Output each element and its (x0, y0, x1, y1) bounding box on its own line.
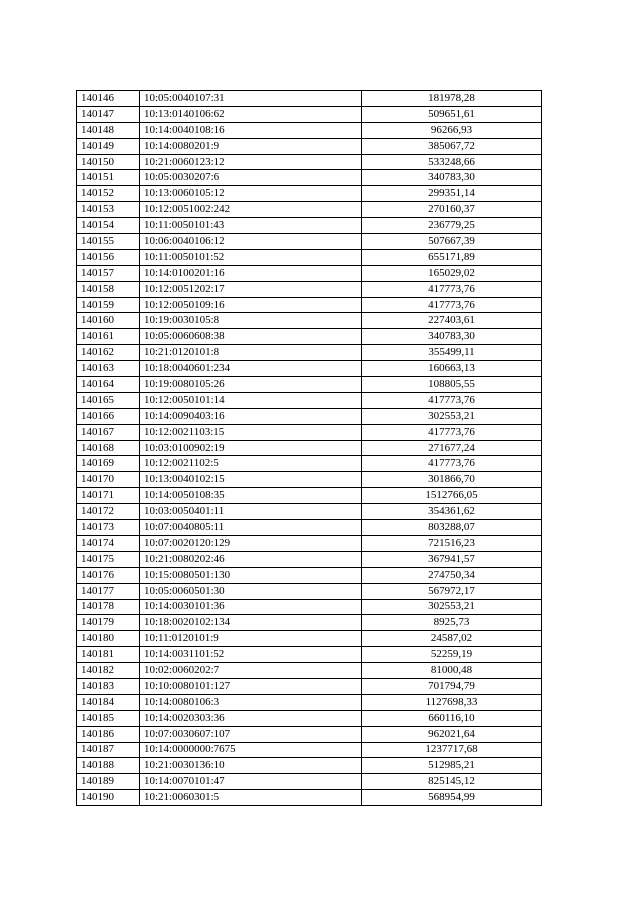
table-row (77, 774, 542, 790)
table-row (77, 186, 542, 202)
row-number-cell: 140174 (77, 535, 140, 551)
table-row (77, 297, 542, 313)
value-cell: 236779,25 (362, 218, 542, 234)
row-number-cell: 140184 (77, 694, 140, 710)
value-cell: 509651,61 (362, 106, 542, 122)
row-number-cell: 140168 (77, 440, 140, 456)
cadastral-number-cell: 10:05:0040107:31 (140, 91, 362, 107)
table-row (77, 249, 542, 265)
value-cell: 52259,19 (362, 647, 542, 663)
table-row (77, 726, 542, 742)
row-number-cell: 140167 (77, 424, 140, 440)
cadastral-number-cell: 10:14:0031101:52 (140, 647, 362, 663)
table-row (77, 742, 542, 758)
value-cell: 803288,07 (362, 520, 542, 536)
value-cell: 340783,30 (362, 170, 542, 186)
cadastral-number-cell: 10:06:0040106:12 (140, 234, 362, 250)
table-row (77, 488, 542, 504)
value-cell: 568954,99 (362, 790, 542, 806)
table-row (77, 694, 542, 710)
value-cell: 417773,76 (362, 424, 542, 440)
value-cell: 417773,76 (362, 456, 542, 472)
table-row (77, 440, 542, 456)
cadastral-number-cell: 10:05:0060501:30 (140, 583, 362, 599)
table-row (77, 361, 542, 377)
cadastral-number-cell: 10:10:0080101:127 (140, 678, 362, 694)
cadastral-number-cell: 10:18:0040601:234 (140, 361, 362, 377)
table-body (77, 91, 542, 806)
value-cell: 299351,14 (362, 186, 542, 202)
cadastral-number-cell: 10:14:0080201:9 (140, 138, 362, 154)
value-cell: 533248,66 (362, 154, 542, 170)
row-number-cell: 140172 (77, 504, 140, 520)
value-cell: 354361,62 (362, 504, 542, 520)
value-cell: 81000,48 (362, 663, 542, 679)
cadastral-number-cell: 10:19:0030105:8 (140, 313, 362, 329)
value-cell: 385067,72 (362, 138, 542, 154)
table-row (77, 647, 542, 663)
value-cell: 1512766,05 (362, 488, 542, 504)
row-number-cell: 140164 (77, 377, 140, 393)
table-row (77, 329, 542, 345)
cadastral-number-cell: 10:11:0120101:9 (140, 631, 362, 647)
cadastral-number-cell: 10:13:0040102:15 (140, 472, 362, 488)
value-cell: 507667,39 (362, 234, 542, 250)
value-cell: 1127698,33 (362, 694, 542, 710)
table-row (77, 663, 542, 679)
cadastral-number-cell: 10:14:0050108:35 (140, 488, 362, 504)
table-row (77, 218, 542, 234)
table-row (77, 138, 542, 154)
cadastral-number-cell: 10:12:0050109:16 (140, 297, 362, 313)
table-row (77, 583, 542, 599)
row-number-cell: 140181 (77, 647, 140, 663)
table-row (77, 202, 542, 218)
table-row (77, 472, 542, 488)
row-number-cell: 140176 (77, 567, 140, 583)
row-number-cell: 140188 (77, 758, 140, 774)
cadastral-number-cell: 10:19:0080105:26 (140, 377, 362, 393)
value-cell: 96266,93 (362, 122, 542, 138)
cadastral-number-cell: 10:15:0080501:130 (140, 567, 362, 583)
row-number-cell: 140147 (77, 106, 140, 122)
cadastral-number-cell: 10:11:0050101:52 (140, 249, 362, 265)
value-cell: 721516,23 (362, 535, 542, 551)
value-cell: 567972,17 (362, 583, 542, 599)
row-number-cell: 140158 (77, 281, 140, 297)
value-cell: 825145,12 (362, 774, 542, 790)
value-cell: 227403,61 (362, 313, 542, 329)
cadastral-number-cell: 10:07:0030607:107 (140, 726, 362, 742)
cadastral-number-cell: 10:14:0000000:7675 (140, 742, 362, 758)
value-cell: 340783,30 (362, 329, 542, 345)
table-row (77, 520, 542, 536)
row-number-cell: 140185 (77, 710, 140, 726)
value-cell: 160663,13 (362, 361, 542, 377)
row-number-cell: 140175 (77, 551, 140, 567)
cadastral-number-cell: 10:21:0030136:10 (140, 758, 362, 774)
row-number-cell: 140179 (77, 615, 140, 631)
value-cell: 302553,21 (362, 408, 542, 424)
table-row (77, 504, 542, 520)
row-number-cell: 140146 (77, 91, 140, 107)
cadastral-number-cell: 10:14:0080106:3 (140, 694, 362, 710)
value-cell: 417773,76 (362, 281, 542, 297)
table-row (77, 615, 542, 631)
value-cell: 108805,55 (362, 377, 542, 393)
cadastral-number-cell: 10:21:0060123:12 (140, 154, 362, 170)
row-number-cell: 140186 (77, 726, 140, 742)
table-row (77, 170, 542, 186)
row-number-cell: 140180 (77, 631, 140, 647)
value-cell: 274750,34 (362, 567, 542, 583)
row-number-cell: 140148 (77, 122, 140, 138)
row-number-cell: 140155 (77, 234, 140, 250)
cadastral-number-cell: 10:14:0020303:36 (140, 710, 362, 726)
table-row (77, 345, 542, 361)
row-number-cell: 140157 (77, 265, 140, 281)
cadastral-number-cell: 10:07:0040805:11 (140, 520, 362, 536)
table-row (77, 758, 542, 774)
row-number-cell: 140150 (77, 154, 140, 170)
row-number-cell: 140160 (77, 313, 140, 329)
cadastral-number-cell: 10:21:0060301:5 (140, 790, 362, 806)
row-number-cell: 140166 (77, 408, 140, 424)
table-row (77, 424, 542, 440)
cadastral-number-cell: 10:03:0100902:19 (140, 440, 362, 456)
table-row (77, 281, 542, 297)
table-row (77, 678, 542, 694)
value-cell: 417773,76 (362, 297, 542, 313)
value-cell: 8925,73 (362, 615, 542, 631)
value-cell: 301866,70 (362, 472, 542, 488)
cadastral-number-cell: 10:05:0030207:6 (140, 170, 362, 186)
table-row (77, 710, 542, 726)
row-number-cell: 140182 (77, 663, 140, 679)
cadastral-number-cell: 10:14:0040108:16 (140, 122, 362, 138)
cadastral-number-cell: 10:13:0060105:12 (140, 186, 362, 202)
value-cell: 1237717,68 (362, 742, 542, 758)
row-number-cell: 140161 (77, 329, 140, 345)
table-row (77, 790, 542, 806)
table-row (77, 535, 542, 551)
cadastral-number-cell: 10:12:0051202:17 (140, 281, 362, 297)
value-cell: 417773,76 (362, 392, 542, 408)
row-number-cell: 140177 (77, 583, 140, 599)
value-cell: 181978,28 (362, 91, 542, 107)
value-cell: 512985,21 (362, 758, 542, 774)
cadastral-number-cell: 10:21:0080202:46 (140, 551, 362, 567)
table-row (77, 551, 542, 567)
value-cell: 24587,02 (362, 631, 542, 647)
value-cell: 655171,89 (362, 249, 542, 265)
cadastral-number-cell: 10:07:0020120:129 (140, 535, 362, 551)
table-row (77, 456, 542, 472)
cadastral-number-cell: 10:13:0140106:62 (140, 106, 362, 122)
cadastral-number-cell: 10:02:0060202:7 (140, 663, 362, 679)
table-row (77, 392, 542, 408)
cadastral-number-cell: 10:14:0090403:16 (140, 408, 362, 424)
cadastral-number-cell: 10:14:0070101:47 (140, 774, 362, 790)
table-row (77, 106, 542, 122)
cadastral-number-cell: 10:14:0100201:16 (140, 265, 362, 281)
value-cell: 367941,57 (362, 551, 542, 567)
value-cell: 701794,79 (362, 678, 542, 694)
cadastral-number-cell: 10:12:0021103:15 (140, 424, 362, 440)
row-number-cell: 140152 (77, 186, 140, 202)
table-row (77, 154, 542, 170)
row-number-cell: 140151 (77, 170, 140, 186)
row-number-cell: 140169 (77, 456, 140, 472)
row-number-cell: 140159 (77, 297, 140, 313)
table-row (77, 377, 542, 393)
row-number-cell: 140149 (77, 138, 140, 154)
value-cell: 165029,02 (362, 265, 542, 281)
row-number-cell: 140162 (77, 345, 140, 361)
cadastral-number-cell: 10:14:0030101:36 (140, 599, 362, 615)
cadastral-number-cell: 10:03:0050401:11 (140, 504, 362, 520)
row-number-cell: 140165 (77, 392, 140, 408)
row-number-cell: 140156 (77, 249, 140, 265)
table-row (77, 599, 542, 615)
cadastral-value-table (76, 90, 542, 806)
row-number-cell: 140187 (77, 742, 140, 758)
value-cell: 271677,24 (362, 440, 542, 456)
row-number-cell: 140183 (77, 678, 140, 694)
value-cell: 962021,64 (362, 726, 542, 742)
table-row (77, 234, 542, 250)
value-cell: 355499,11 (362, 345, 542, 361)
row-number-cell: 140154 (77, 218, 140, 234)
row-number-cell: 140173 (77, 520, 140, 536)
cadastral-number-cell: 10:11:0050101:43 (140, 218, 362, 234)
row-number-cell: 140189 (77, 774, 140, 790)
row-number-cell: 140153 (77, 202, 140, 218)
table-row (77, 567, 542, 583)
cadastral-number-cell: 10:18:0020102:134 (140, 615, 362, 631)
cadastral-number-cell: 10:12:0051002:242 (140, 202, 362, 218)
value-cell: 302553,21 (362, 599, 542, 615)
table-row (77, 122, 542, 138)
cadastral-number-cell: 10:12:0050101:14 (140, 392, 362, 408)
cadastral-number-cell: 10:05:0060608:38 (140, 329, 362, 345)
value-cell: 270160,37 (362, 202, 542, 218)
value-cell: 660116,10 (362, 710, 542, 726)
row-number-cell: 140190 (77, 790, 140, 806)
table-row (77, 313, 542, 329)
table-row (77, 631, 542, 647)
table-row (77, 91, 542, 107)
cadastral-number-cell: 10:21:0120101:8 (140, 345, 362, 361)
table-row (77, 408, 542, 424)
row-number-cell: 140178 (77, 599, 140, 615)
row-number-cell: 140171 (77, 488, 140, 504)
cadastral-number-cell: 10:12:0021102:5 (140, 456, 362, 472)
table-row (77, 265, 542, 281)
row-number-cell: 140170 (77, 472, 140, 488)
row-number-cell: 140163 (77, 361, 140, 377)
